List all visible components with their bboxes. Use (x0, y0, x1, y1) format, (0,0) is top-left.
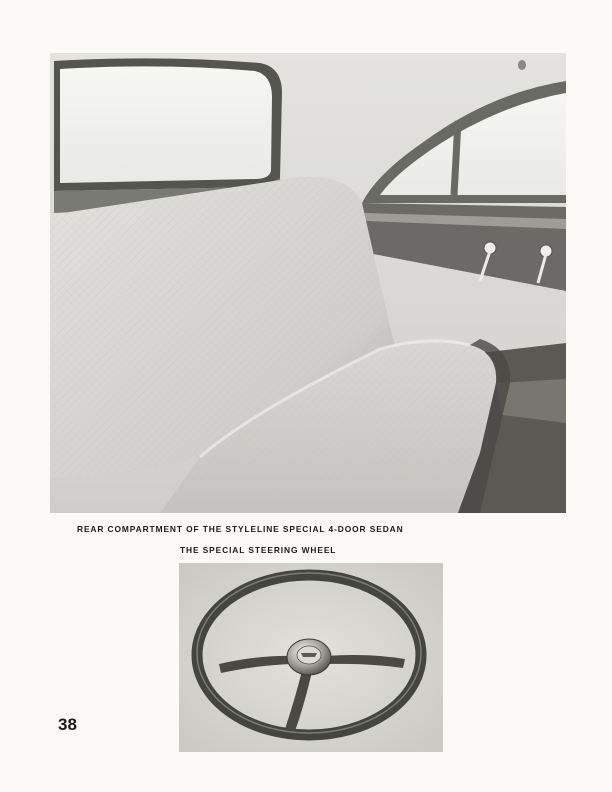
steering-wheel-caption: THE SPECIAL STEERING WHEEL (180, 545, 337, 555)
rear-compartment-caption: REAR COMPARTMENT OF THE STYLELINE SPECIAL 4-DOOR SEDAN (77, 524, 404, 534)
page-number: 38 (58, 715, 77, 734)
rear-compartment-photo (50, 53, 566, 513)
steering-wheel-photo (179, 563, 443, 752)
